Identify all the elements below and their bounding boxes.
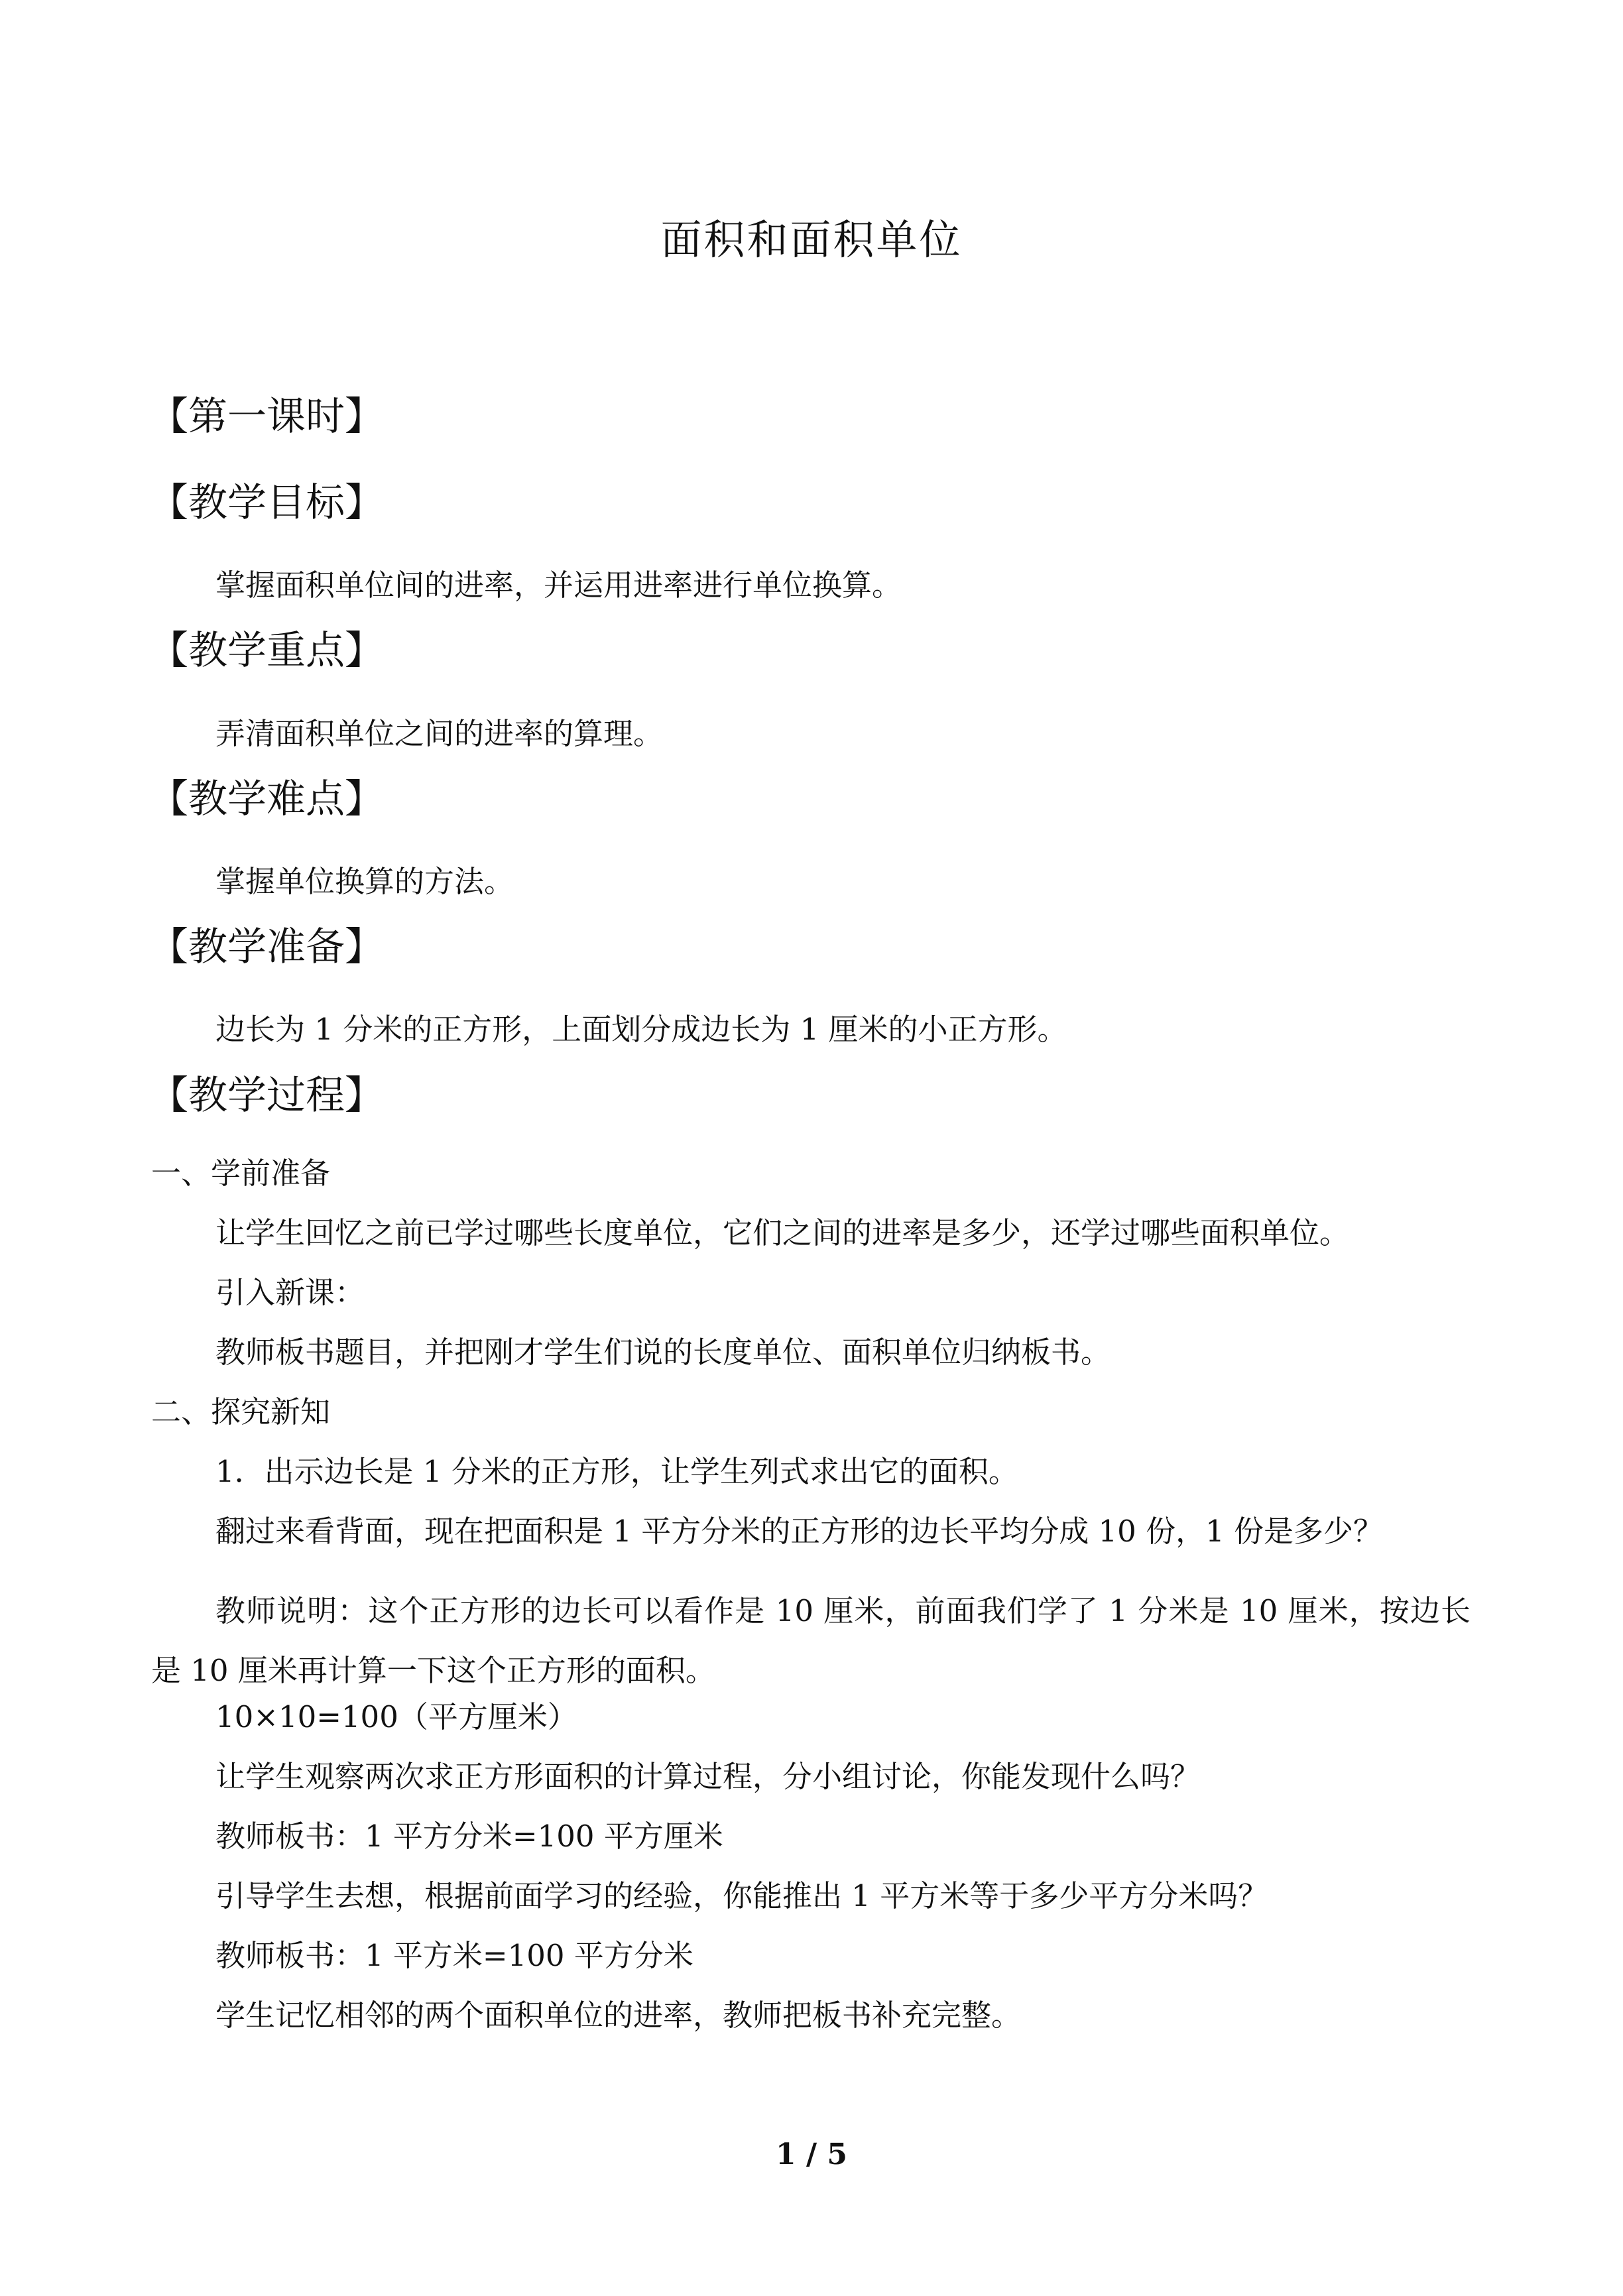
process-paragraph: 引导学生去想，根据前面学习的经验，你能推出 1 平方米等于多少平方分米吗？ — [215, 1878, 1268, 1913]
process-paragraph: 让学生回忆之前已学过哪些长度单位，它们之间的进率是多少，还学过哪些面积单位。 — [215, 1215, 1350, 1250]
objectives-heading: 【教学目标】 — [149, 479, 385, 525]
process-paragraph: 1．出示边长是 1 分米的正方形，让学生列式求出它的面积。 — [215, 1454, 1018, 1489]
process-paragraph: 教师板书题目，并把刚才学生们说的长度单位、面积单位归纳板书。 — [215, 1335, 1111, 1370]
process-paragraph: 引入新课： — [215, 1275, 365, 1310]
process-part1-title: 一、学前准备 — [151, 1156, 331, 1191]
objectives-text: 掌握面积单位间的进率，并运用进率进行单位换算。 — [215, 568, 902, 603]
process-paragraph-wrapped: 教师说明：这个正方形的边长可以看作是 10 厘米，前面我们学了 1 分米是 10 厘米，按边长是 10 厘米再计算一下这个正方形的面积。 — [151, 1593, 1471, 1688]
process-paragraph: 教师板书：1 平方分米=100 平方厘米 — [215, 1819, 723, 1854]
key-points-heading: 【教学重点】 — [149, 627, 385, 673]
process-paragraph: 让学生观察两次求正方形面积的计算过程，分小组讨论，你能发现什么吗？ — [215, 1759, 1201, 1794]
difficulties-heading: 【教学难点】 — [149, 776, 385, 821]
process-heading: 【教学过程】 — [149, 1072, 385, 1118]
process-paragraph: 学生记忆相邻的两个面积单位的进率，教师把板书补充完整。 — [215, 1998, 1022, 2033]
page-number: 1 / 5 — [776, 2138, 847, 2171]
lesson-heading: 【第一课时】 — [149, 393, 385, 439]
process-paragraph: 教师板书：1 平方米=100 平方分米 — [215, 1938, 693, 1973]
process-paragraph: 10×10=100（平方厘米） — [215, 1699, 577, 1734]
key-points-text: 弄清面积单位之间的进率的算理。 — [215, 716, 664, 751]
preparation-heading: 【教学准备】 — [149, 924, 385, 969]
difficulties-text: 掌握单位换算的方法。 — [215, 864, 514, 899]
preparation-text: 边长为 1 分米的正方形，上面划分成边长为 1 厘米的小正方形。 — [215, 1012, 1067, 1047]
document-title: 面积和面积单位 — [660, 215, 963, 264]
process-paragraph: 翻过来看背面，现在把面积是 1 平方分米的正方形的边长平均分成 10 份，1 份是多少？ — [215, 1514, 1384, 1549]
process-part2-title: 二、探究新知 — [151, 1394, 331, 1429]
